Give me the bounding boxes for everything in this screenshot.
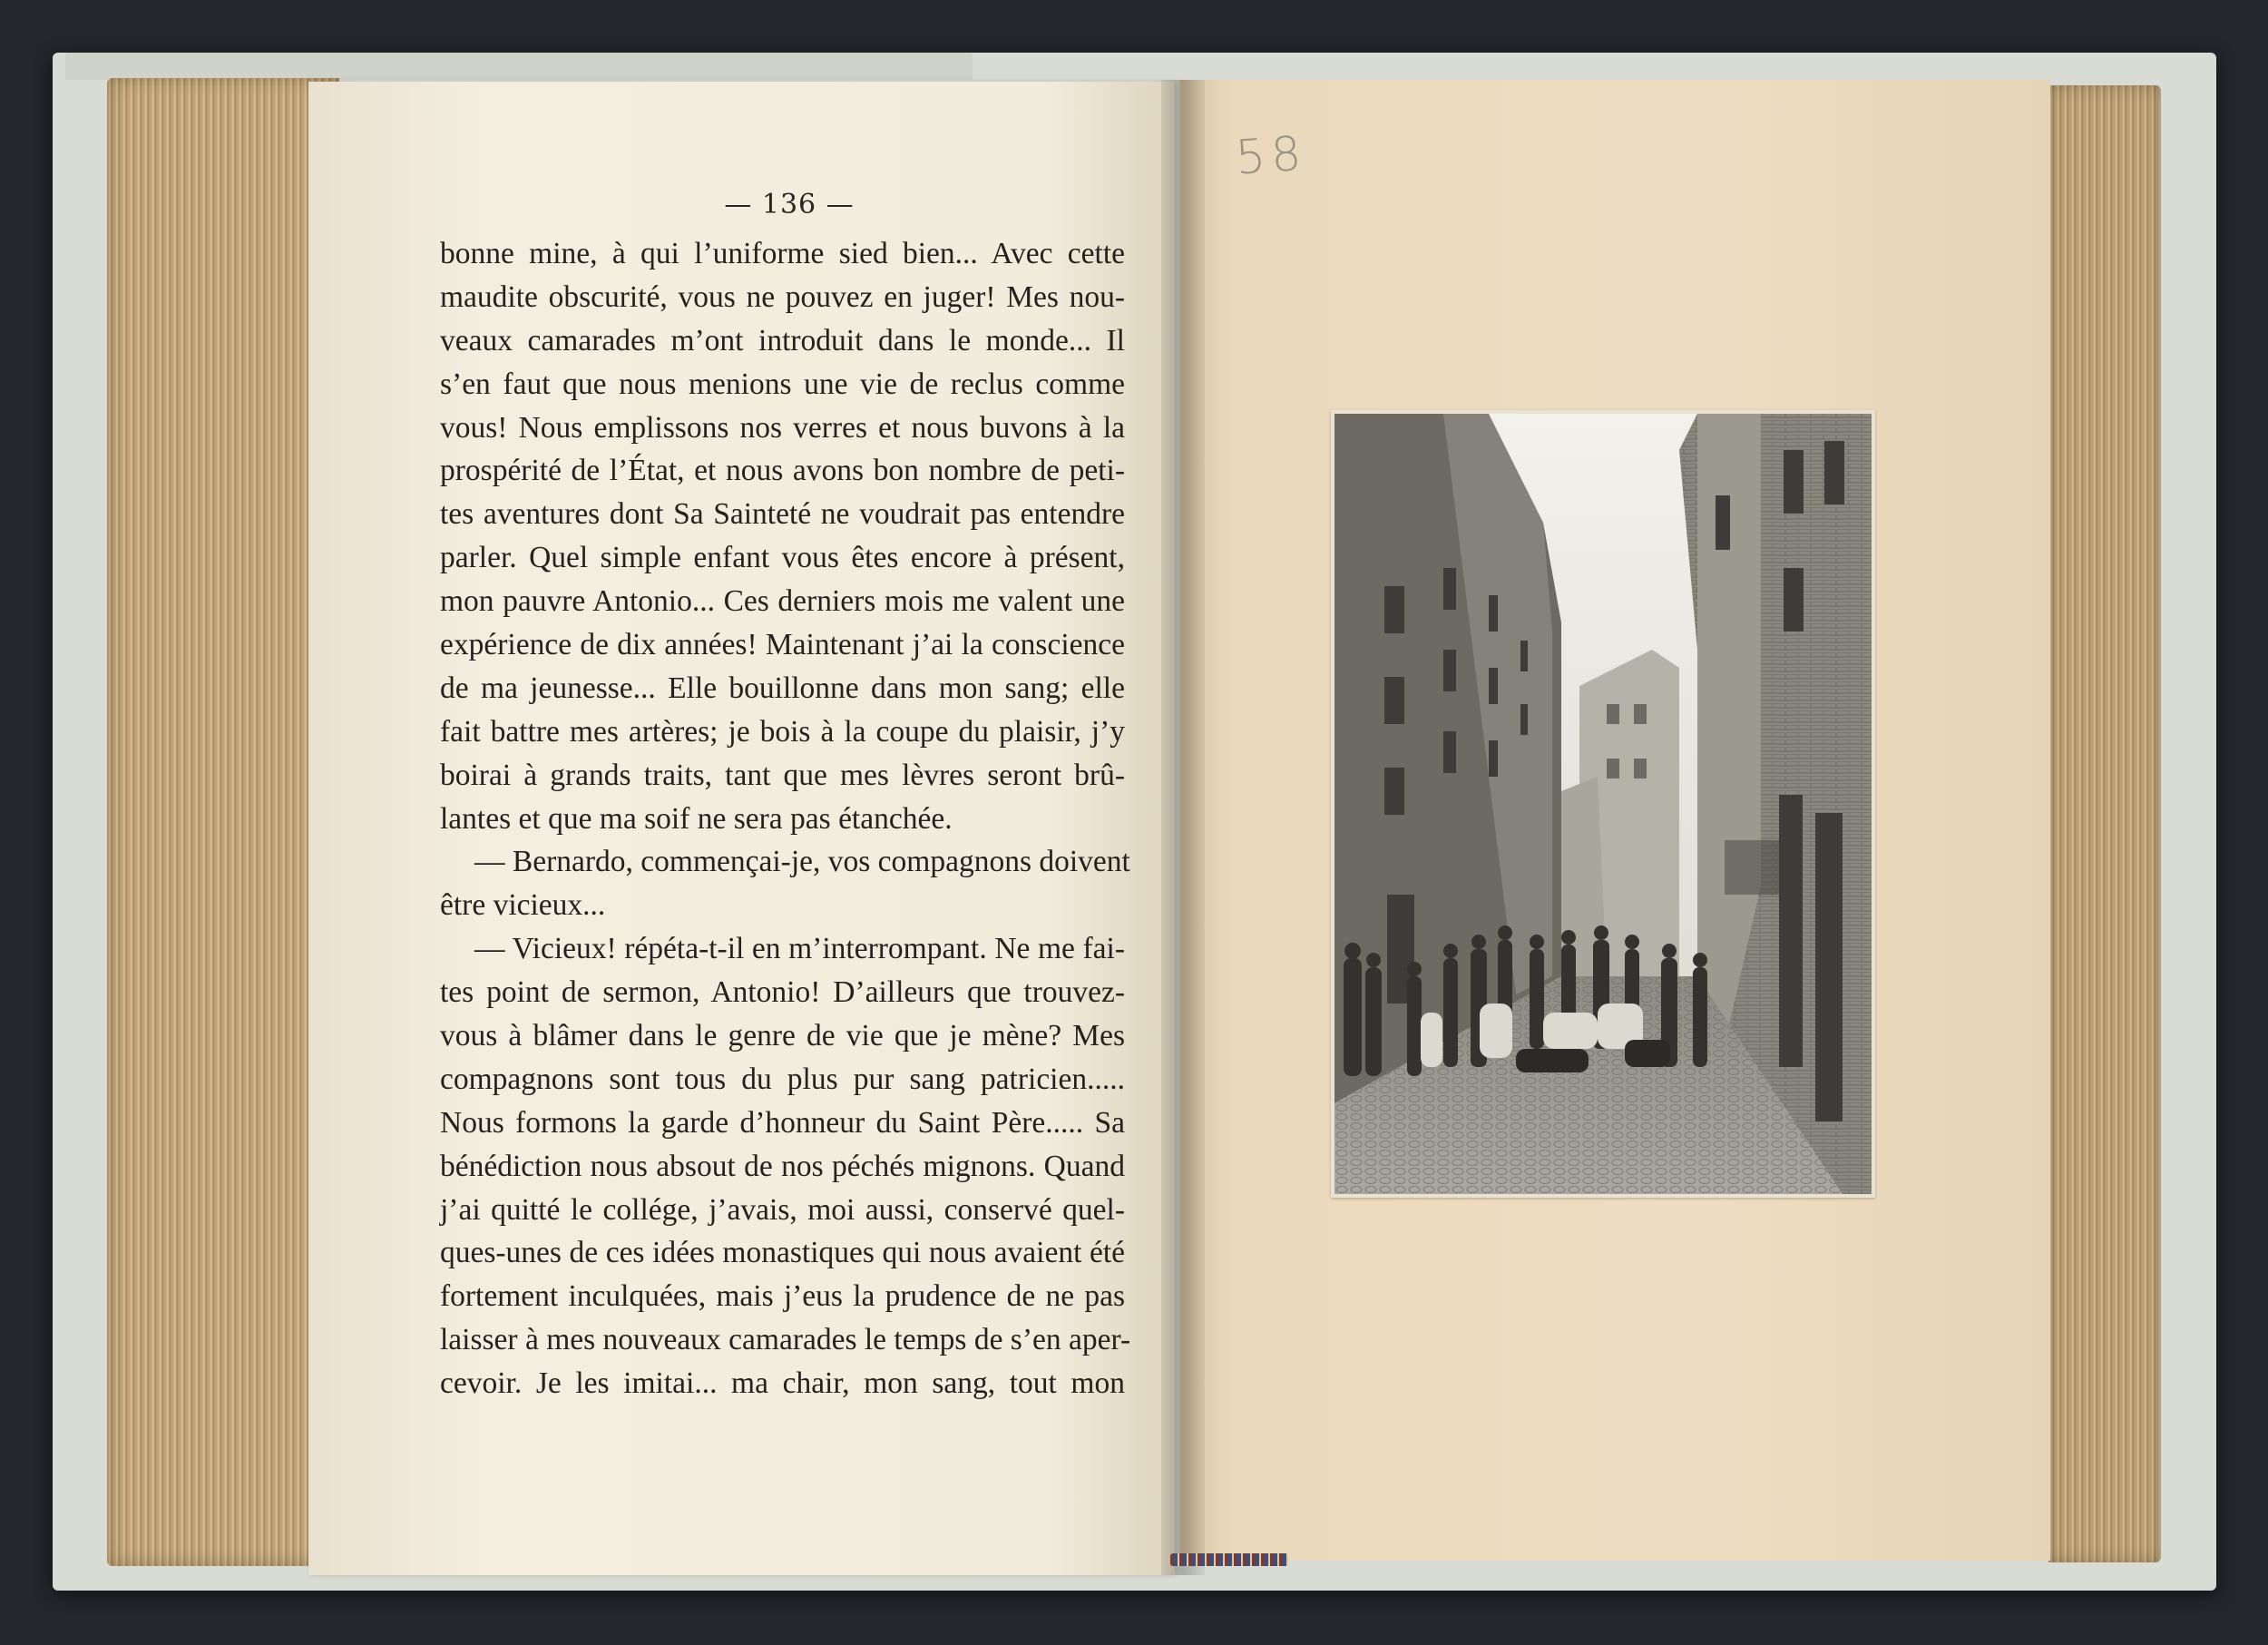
text-line: fortement inculquées, mais j’eus la prudence de ne pas [440, 1279, 1125, 1314]
text-line: boirai à grands traits, tant que mes lèvres seront brû- [440, 758, 1125, 792]
text-line: — Vicieux! répéta-t-il en m’interrompant. Ne me fai- [474, 932, 1125, 966]
text-line: veaux camarades m’ont introduit dans le monde... Il [440, 323, 1125, 357]
text-line: tes point de sermon, Antonio! D’ailleurs que trouvez- [440, 975, 1125, 1010]
text-line: maudite obscurité, vous ne pouvez en juger! Mes nou- [440, 279, 1125, 314]
text-line: laisser à mes nouveaux camarades le temps de s’en aper- [440, 1323, 1131, 1357]
text-line: mon pauvre Antonio... Ces derniers mois me valent une [440, 584, 1125, 619]
text-line: Nous formons la garde d’honneur du Saint Père..... Sa [440, 1105, 1125, 1140]
text-line: compagnons sont tous du plus pur sang patricien..... [440, 1062, 1125, 1096]
text-line: j’ai quitté le collége, j’avais, moi aussi, conservé quel- [440, 1192, 1125, 1227]
cover-flap [65, 53, 973, 80]
text-line: lantes et que ma soif ne sera pas étanchée. [440, 801, 953, 836]
text-line: vous à blâmer dans le genre de vie que je mène? Mes [440, 1019, 1125, 1053]
left-page-edges [107, 78, 339, 1566]
text-line: s’en faut que nous menions une vie de reclus comme [440, 367, 1125, 401]
page-number: — 136 — [724, 189, 855, 220]
book-gutter [1161, 80, 1205, 1575]
text-line: ques-unes de ces idées monastiques qui nous avaient été [440, 1236, 1125, 1270]
headband [1170, 1553, 1288, 1566]
pencil-annotation: 58 [1234, 126, 1309, 186]
text-line: de ma jeunesse... Elle bouillonne dans mon sang; elle [440, 671, 1125, 705]
text-line: fait battre mes artères; je bois à la coupe du plaisir, j’y [440, 714, 1125, 749]
text-line: tes aventures dont Sa Sainteté ne voudrait pas entendre [440, 497, 1125, 532]
right-page-edges [2048, 85, 2161, 1562]
text-line: parler. Quel simple enfant vous êtes encore à présent, [440, 541, 1125, 575]
page-text [440, 232, 1131, 1405]
text-line: prospérité de l’État, et nous avons bon nombre de peti- [440, 454, 1125, 488]
text-line: cevoir. Je les imitai... ma chair, mon sang, tout mon [440, 1366, 1125, 1401]
text-line: — Bernardo, commençai-je, vos compagnons doivent [474, 845, 1130, 879]
text-line: expérience de dix années! Maintenant j’ai la conscience [440, 628, 1125, 662]
street-photograph [1334, 414, 1872, 1194]
text-line: bonne mine, à qui l’uniforme sied bien... Avec cette [440, 237, 1125, 270]
text-line: être vicieux... [440, 888, 606, 923]
text-line: vous! Nous emplissons nos verres et nous buvons à la [440, 410, 1125, 445]
street-photo-icon [1334, 414, 1872, 1194]
text-line: bénédiction nous absout de nos péchés mignons. Quand [440, 1149, 1125, 1183]
